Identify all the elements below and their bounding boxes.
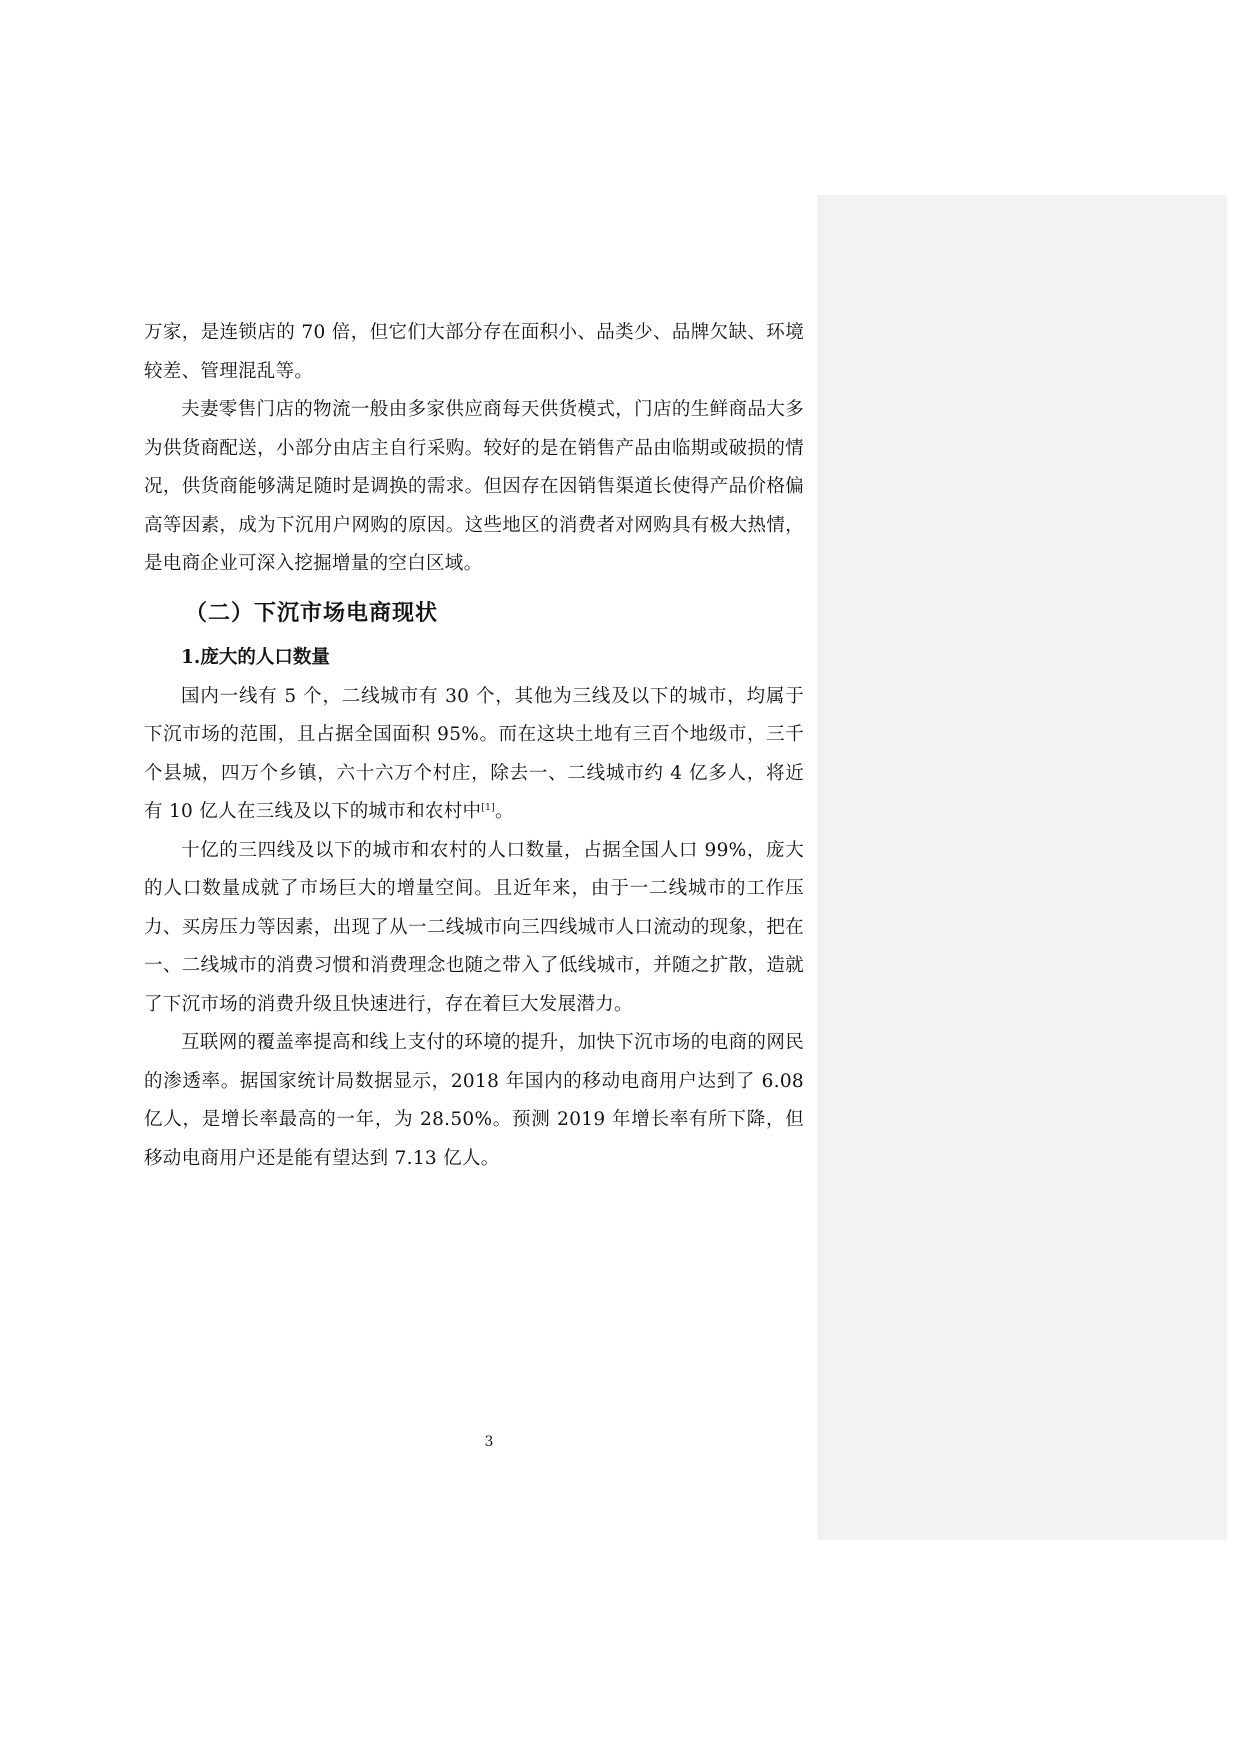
population-paragraph [144,678,804,832]
sub-heading: 1.庞大的人口数量 [181,646,330,668]
body-paragraph-2: 夫妻零售门店的物流一般由多家供应商每天供货模式，门店的生鲜商品大多为供货商配送，小部分由店主自行采购。较好的是在销售产品由临期或破损的情况，供货商能够满足随时是调换的需求。但因存在因销售渠道长使得产品价格偏高等因素，成为下沉用户网购的原因。这些地区的消费者对网购具有极大热情，是电商企业可深入挖掘增量的空白区域。 [144,399,804,574]
comment-margin-pane [817,195,1227,1540]
body-paragraph-4: 十亿的三四线及以下的城市和农村的人口数量，占据全国人口 99%，庞大的人口数量成就了市场巨大的增量空间。且近年来，由于一二线城市的工作压力、买房压力等因素，出现了从一二线城市向三四线城市人口流动的现象，把在一、二线城市的消费习惯和消费理念也随之带入了低线城市，并随之扩散，造就了下沉市场的消费升级且快速进行，存在着巨大发展潜力。 [144,839,804,1015]
body-paragraph-5: 互联网的覆盖率提高和线上支付的环境的提升，加快下沉市场的电商的网民的渗透率。据国家统计局数据显示，2018 年国内的移动电商用户达到了 6.08 亿人，是增长率最高的一年，为 28.50%。预测 2019 年增长率有所下降，但移动电商用户还是能有望达到 7.13 亿人。 [144,1032,804,1169]
population-paragraph-text: 国内一线有 5 个，二线城市有 30 个，其他为三线及以下的城市，均属于下沉市场的范围，且占据全国面积 95%。而在这块土地有三百个地级市，三千个县城，四万个乡镇，六十六万个村庄，除去一、二线城市约 4 亿多人，将近有 10 亿人在三线及以下的城市和农村中 [144,685,804,822]
citation-reference[interactable]: [1] [481,802,495,813]
section-heading: （二）下沉市场电商现状 [185,600,439,626]
page-number: 3 [484,1434,494,1450]
page-body [144,314,804,1178]
population-paragraph-ending: 。 [494,801,514,822]
body-paragraph-1: 万家，是连锁店的 70 倍，但它们大部分存在面积小、品类少、品牌欠缺、环境较差、管理混乱等。 [144,322,804,382]
